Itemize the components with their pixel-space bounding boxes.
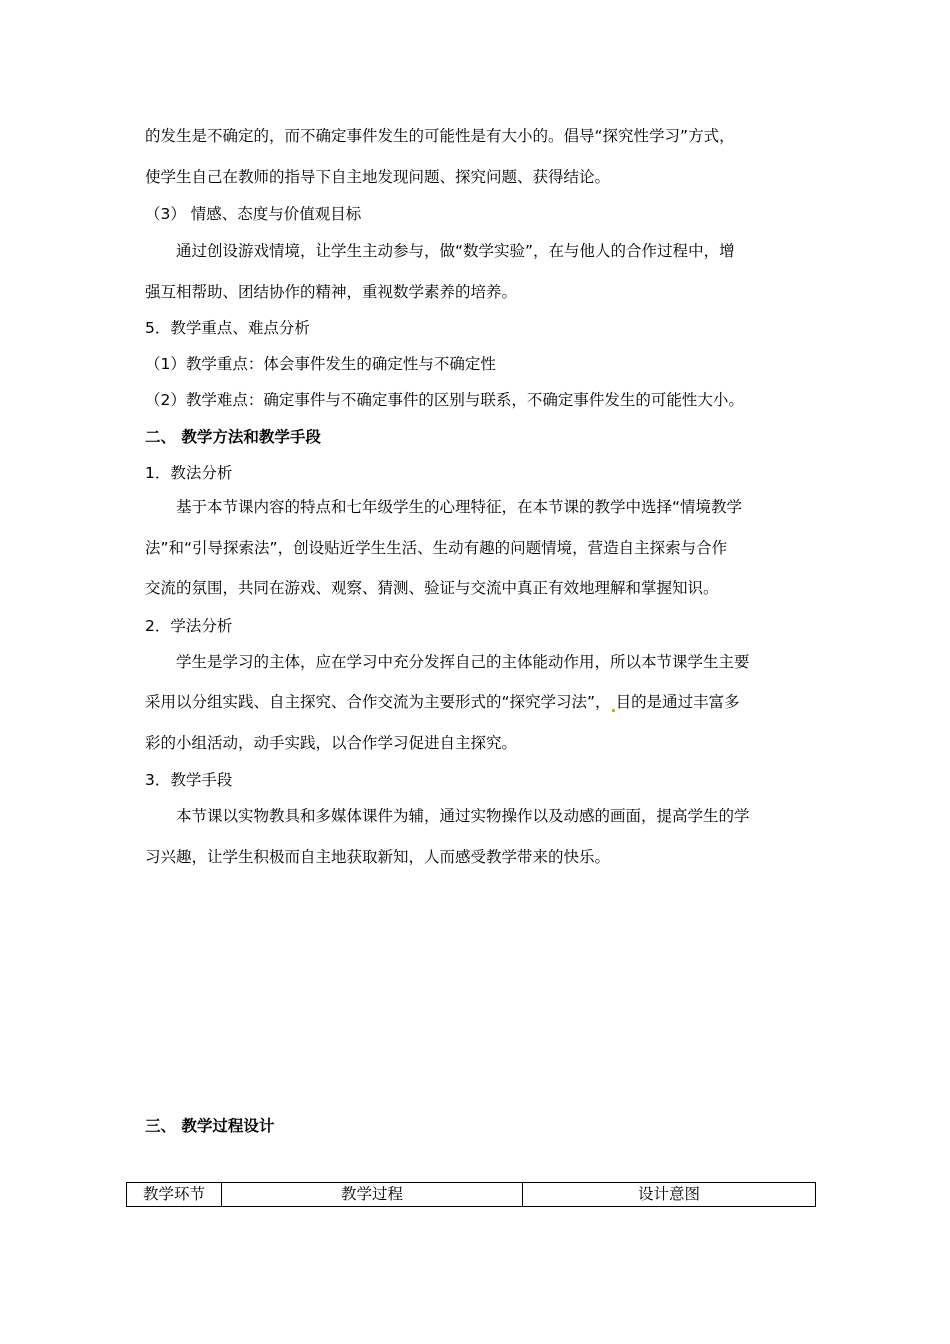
process-table bbox=[126, 1182, 816, 1207]
stray-mark bbox=[612, 709, 615, 712]
paragraph-line: 习兴趣，让学生积极而自主地获取新知，人而感受教学带来的快乐。 bbox=[145, 848, 611, 866]
method-heading: 1．教法分析 bbox=[145, 464, 233, 482]
paragraph-line bbox=[145, 692, 740, 712]
paragraph-line: 彩的小组活动，动手实践，以合作学习促进自主探究。 bbox=[145, 734, 518, 752]
paragraph-line: 使学生自己在教师的指导下自主地发现问题、探究问题、获得结论。 bbox=[145, 168, 611, 186]
learning-method-heading: 2．学法分析 bbox=[145, 617, 233, 635]
table-header-cell: 教学过程 bbox=[222, 1183, 523, 1207]
paragraph-line: 本节课以实物教具和多媒体课件为辅，通过实物操作以及动感的画面，提高学生的学 bbox=[176, 807, 750, 825]
paragraph-line: 学生是学习的主体，应在学习中充分发挥自己的主体能动作用，所以本节课学生主要 bbox=[176, 653, 750, 671]
section-two-heading: 二、 教学方法和教学手段 bbox=[145, 428, 321, 446]
paragraph-line: 强互相帮助、团结协作的精神，重视数学素养的培养。 bbox=[145, 283, 518, 301]
table-header-cell: 教学环节 bbox=[127, 1183, 222, 1207]
paragraph-line: 基于本节课内容的特点和七年级学生的心理特征，在本节课的教学中选择“情境教学 bbox=[176, 498, 743, 516]
paragraph-line: 的发生是不确定的，而不确定事件发生的可能性是有大小的。倡导“探究性学习”方式， bbox=[145, 127, 735, 145]
subheading-3: （3） 情感、态度与价值观目标 bbox=[145, 205, 362, 223]
paragraph-line: 通过创设游戏情境，让学生主动参与，做“数学实验”，在与他人的合作过程中，增 bbox=[176, 242, 735, 260]
paragraph-line: 法”和“引导探索法”，创设贴近学生生活、生动有趣的问题情境，营造自主探索与合作 bbox=[145, 539, 728, 557]
key-point-line: （1）教学重点：体会事件发生的确定性与不确定性 bbox=[145, 355, 496, 373]
difficulty-line: （2）教学难点：确定事件与不确定事件的区别与联系，不确定事件发生的可能性大小。 bbox=[145, 391, 744, 409]
table-header-row bbox=[127, 1183, 816, 1207]
line-part: 采用以分组实践、自主探究、合作交流为主要形式的“探究学习法”， bbox=[145, 693, 611, 711]
table-header-cell: 设计意图 bbox=[523, 1183, 816, 1207]
section-5-heading: 5．教学重点、难点分析 bbox=[145, 319, 310, 337]
paragraph-line: 交流的氛围，共同在游戏、观察、猜测、验证与交流中真正有效地理解和掌握知识。 bbox=[145, 579, 719, 597]
line-part: 目的是通过丰富多 bbox=[615, 693, 740, 711]
section-three-heading: 三、 教学过程设计 bbox=[145, 1117, 275, 1135]
means-heading: 3．教学手段 bbox=[145, 771, 233, 789]
